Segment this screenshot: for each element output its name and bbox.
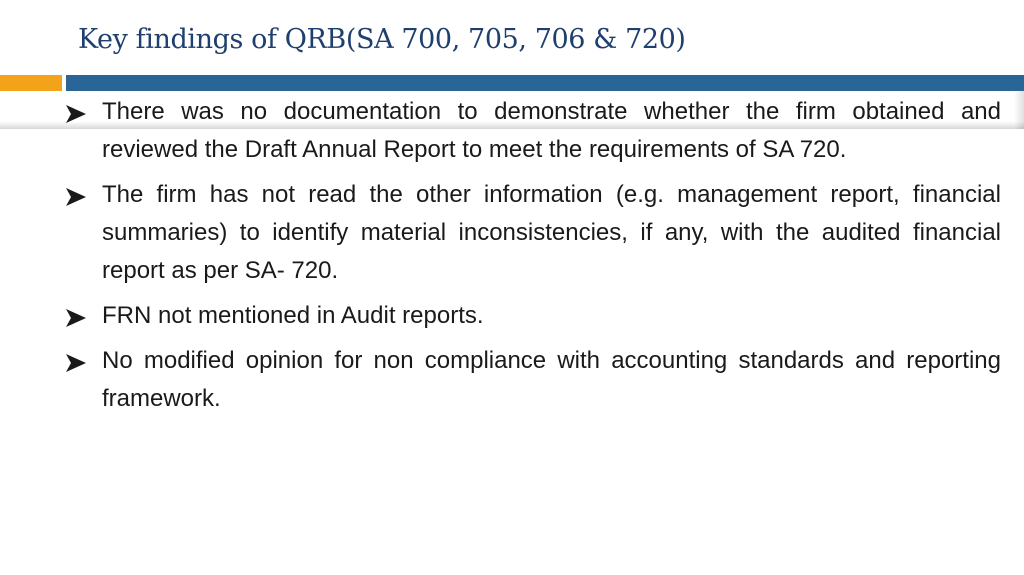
bullet-text: FRN not mentioned in Audit reports. [102, 302, 484, 329]
bullet-text: No modified opinion for non compliance with accounting standards and reporting framework. [102, 347, 1001, 412]
list-item [64, 93, 1001, 169]
bullet-text: The firm has not read the other information (e.g. management report, financial summaries) to identify material inconsistencies, if any, with the audited financial report as per SA- 720. [102, 181, 1001, 284]
arrowhead-bullet-icon [64, 93, 102, 129]
list-item [64, 176, 1001, 290]
arrowhead-bullet-icon [64, 342, 102, 378]
accent-bar-orange [0, 75, 62, 91]
accent-bar-blue [66, 75, 1024, 91]
list-item [64, 297, 1001, 335]
list-item [64, 342, 1001, 418]
slide-title: Key findings of QRB(SA 700, 705, 706 & 720) [78, 24, 686, 55]
bullet-text: There was no documentation to demonstrate whether the firm obtained and reviewed the Draft Annual Report to meet the requirements of SA 720. [102, 98, 1001, 163]
arrowhead-bullet-icon [64, 297, 102, 333]
arrowhead-bullet-icon [64, 176, 102, 212]
bullet-list [64, 93, 1001, 425]
